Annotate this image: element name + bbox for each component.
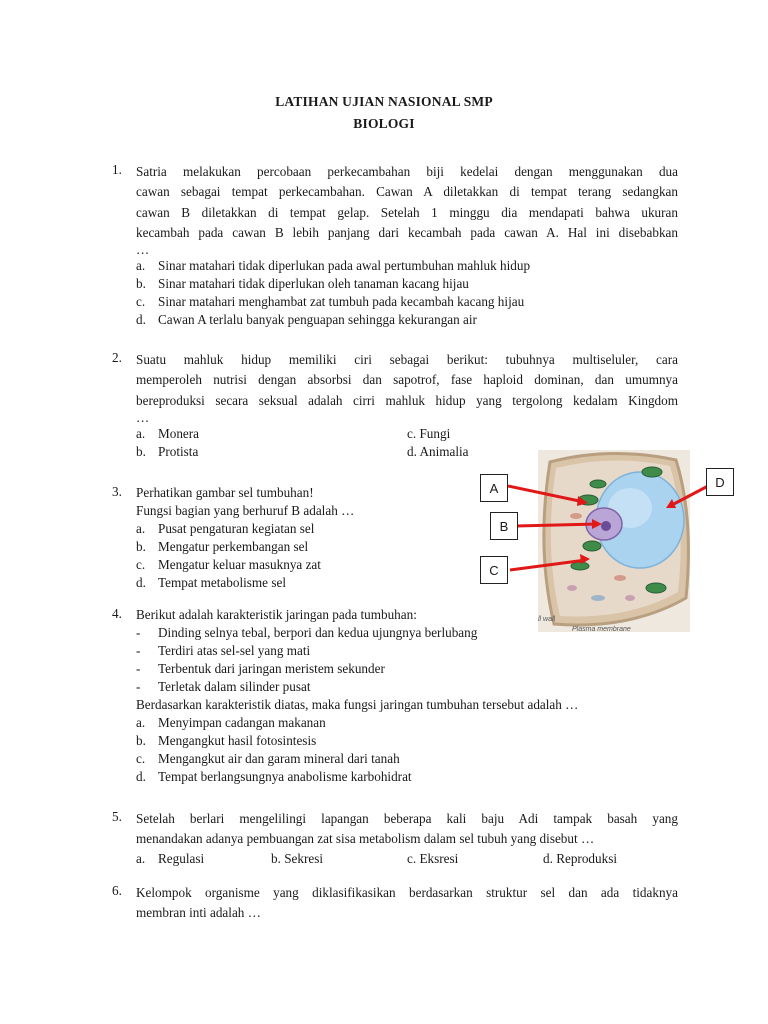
option-text: Sinar matahari tidak diperlukan pada awal pertumbuhan mahluk hidup <box>158 258 531 274</box>
label-c: C <box>480 556 508 584</box>
question-line: Fungsi bagian yang berhuruf B adalah … <box>136 503 355 518</box>
option-letter: c. <box>136 751 146 766</box>
option-letter: b. <box>136 539 146 554</box>
question-text <box>136 809 678 850</box>
question-5 <box>112 809 678 868</box>
question-line: Perhatikan gambar sel tumbuhan! <box>136 485 314 500</box>
option-b <box>136 538 472 556</box>
question-line: … <box>136 242 150 258</box>
chloroplast <box>571 562 589 570</box>
golgi-body <box>591 595 605 601</box>
question-line: … <box>136 409 150 425</box>
label-b: B <box>490 512 518 540</box>
option-text: d. Animalia <box>407 443 469 459</box>
bullet-item: - Terbentuk dari jaringan meristem sekunder <box>136 661 385 676</box>
option-letter: a. <box>136 425 146 441</box>
option-text: Mengangkut air dan garam mineral dari tanah <box>158 751 400 766</box>
option-b <box>136 275 678 293</box>
option-text: b. Sekresi <box>271 850 324 866</box>
question-6 <box>112 883 678 924</box>
bullet-text: Terdiri atas sel-sel yang mati <box>158 643 311 658</box>
option-text: Pusat pengaturan kegiatan sel <box>158 521 315 536</box>
plant-cell-illustration <box>480 448 740 638</box>
chloroplast <box>583 541 601 551</box>
label-d: D <box>706 468 734 496</box>
option-d <box>136 574 472 592</box>
chloroplast <box>642 467 662 477</box>
question-line: kecambah pada cawan B lebih panjang dari kecambah pada cawan A. Hal ini disebabkan <box>136 224 678 240</box>
option-letter: a. <box>136 521 146 536</box>
option-text: Mengatur keluar masuknya zat <box>158 557 321 572</box>
option-a <box>136 714 678 732</box>
chloroplast <box>590 480 606 488</box>
question-line: membran inti adalah … <box>136 905 261 921</box>
chloroplast <box>646 583 666 593</box>
arrow-b <box>516 524 598 526</box>
mitochondrion <box>614 575 626 581</box>
option-letter: a. <box>136 258 146 274</box>
option-text: Mengatur perkembangan sel <box>158 539 309 554</box>
option-text: Sinar matahari menghambat zat tumbuh pada kecambah kacang hijau <box>158 294 525 310</box>
question-line: bereproduksi secara seksual adalah cirri mahluk hidup yang tergolong kedalam Kingdom <box>136 392 678 408</box>
exam-subject: BIOLOGI <box>353 116 415 131</box>
caption-plasma-membrane: Plasma membrane <box>572 626 631 633</box>
mitochondrion <box>570 513 582 519</box>
vesicle <box>567 585 577 591</box>
option-c <box>136 293 678 311</box>
question-line: memperoleh nutrisi dengan absorbsi dan sapotrof, fase haploid dominan, dan umumnya <box>136 372 678 388</box>
bullet-text: Dinding selnya tebal, berpori dan kedua ujungnya berlubang <box>158 625 478 640</box>
bullet-item: - Terdiri atas sel-sel yang mati <box>136 643 311 658</box>
option-text: Menyimpan cadangan makanan <box>158 715 326 730</box>
option-c <box>136 750 678 768</box>
option-letter: a. <box>136 850 146 866</box>
question-line: Berdasarkan karakteristik diatas, maka fungsi jaringan tumbuhan tersebut adalah … <box>136 697 579 712</box>
question-line: Kelompok organisme yang diklasifikasikan berdasarkan struktur sel dan ada tidaknya <box>136 885 678 900</box>
label-a: A <box>480 474 508 502</box>
question-intro: Berikut adalah karakteristik jaringan pada tumbuhan: <box>136 607 417 622</box>
question-1 <box>112 162 678 329</box>
plant-cell-figure <box>480 448 740 638</box>
question-number: 2. <box>112 350 122 365</box>
question-line: cawan B diletakkan di tempat gelap. Setelah 1 minggu dia mendapati bahwa ukuran <box>136 204 678 220</box>
option-a <box>136 520 472 538</box>
bullet-text: Terbentuk dari jaringan meristem sekunder <box>158 661 385 676</box>
question-2 <box>112 350 678 461</box>
question-line: Satria melakukan percobaan perkecambahan biji kedelai dengan menggunakan dua <box>136 164 678 179</box>
question-number: 1. <box>112 162 122 177</box>
option-letter: d. <box>136 769 146 784</box>
question-line: cawan sebagai tempat perkecambahan. Cawan A diletakkan di tempat terang sedangkan <box>136 184 678 200</box>
question-text <box>136 350 678 425</box>
option-text: c. Eksresi <box>407 850 459 866</box>
option-text: Tempat metabolisme sel <box>158 575 286 590</box>
option-letter: c. <box>136 557 146 572</box>
option-text: Sinar matahari tidak diperlukan oleh tanaman kacang hijau <box>158 276 469 292</box>
option-d <box>136 768 678 786</box>
option-text: c. Fungi <box>407 425 451 441</box>
question-line: Suatu mahluk hidup memiliki ciri sebagai berikut: tubuhnya multiseluler, cara <box>136 352 678 367</box>
question-3 <box>112 484 472 592</box>
question-text <box>136 883 678 924</box>
question-number: 5. <box>112 809 122 824</box>
option-row <box>136 850 678 868</box>
option-letter: a. <box>136 715 146 730</box>
option-c <box>136 556 472 574</box>
nucleolus <box>601 521 611 531</box>
option-text: Mengangkut hasil fotosintesis <box>158 733 317 748</box>
option-letter: b. <box>136 276 146 292</box>
option-text: d. Reproduksi <box>543 850 617 866</box>
option-text: Protista <box>158 443 199 459</box>
option-letter: b. <box>136 443 146 459</box>
question-number: 6. <box>112 883 122 898</box>
option-text: Tempat berlangsungnya anabolisme karbohidrat <box>158 769 412 784</box>
question-line: Setelah berlari mengelilingi lapangan beberapa kali baju Adi tampak basah yang <box>136 811 678 826</box>
option-a <box>136 257 678 275</box>
vesicle <box>625 595 635 601</box>
option-letter: b. <box>136 733 146 748</box>
question-text <box>136 162 678 257</box>
exam-title: LATIHAN UJIAN NASIONAL SMP <box>275 94 493 109</box>
option-text: Regulasi <box>158 850 205 866</box>
option-letter: d. <box>136 575 146 590</box>
bullet-item: - Terletak dalam silinder pusat <box>136 679 311 694</box>
question-number: 3. <box>112 484 122 499</box>
option-letter: d. <box>136 312 146 328</box>
question-number: 4. <box>112 606 122 621</box>
option-b <box>136 732 678 750</box>
caption-cell-wall: ll wall <box>538 616 556 623</box>
question-line: menandakan adanya pembuangan zat sisa metabolism dalam sel tubuh yang disebut … <box>136 831 595 847</box>
option-d <box>136 311 678 329</box>
option-text: Monera <box>158 425 200 441</box>
option-text: Cawan A terlalu banyak penguapan sehingga kekurangan air <box>158 312 477 328</box>
option-row-ac <box>136 425 678 443</box>
bullet-item: - Dinding selnya tebal, berpori dan kedua ujungnya berlubang <box>136 625 478 640</box>
bullet-text: Terletak dalam silinder pusat <box>158 679 311 694</box>
option-letter: c. <box>136 294 146 310</box>
